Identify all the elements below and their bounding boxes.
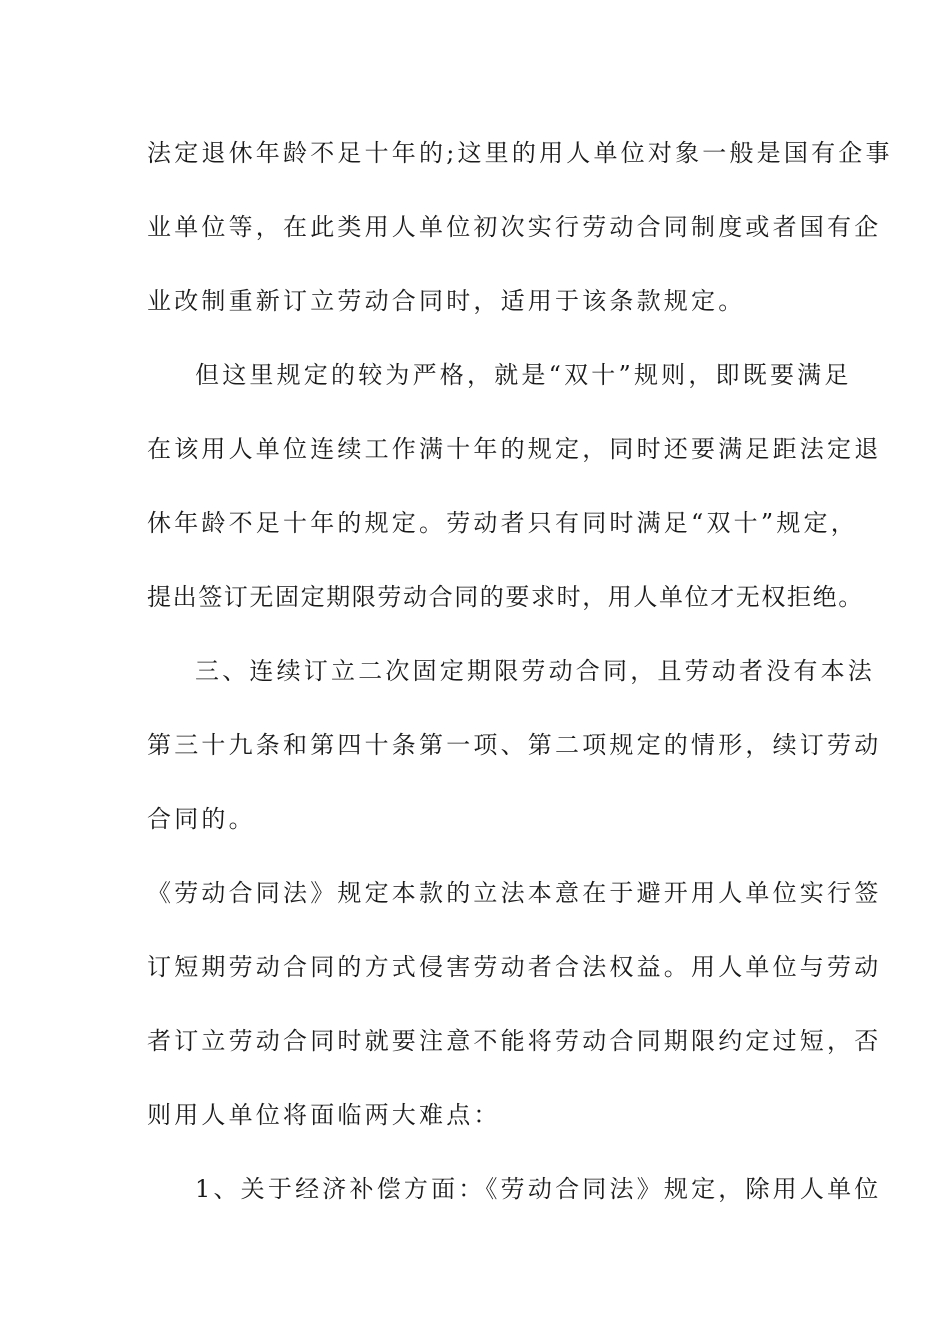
text-line: 则用人单位将面临两大难点： (147, 1101, 501, 1129)
text-line: 《劳动合同法》规定本款的立法本意在于避开用人单位实行签 (147, 879, 882, 907)
text-line: 但这里规定的较为严格，就是“双十”规则，即既要满足 (195, 361, 852, 389)
text-line: 第三十九条和第四十条第一项、第二项规定的情形，续订劳动 (147, 731, 882, 759)
text-line: 休年龄不足十年的规定。劳动者只有同时满足“双十”规定， (147, 509, 858, 537)
text-line: 在该用人单位连续工作满十年的规定，同时还要满足距法定退 (147, 435, 882, 463)
text-line: 业单位等，在此类用人单位初次实行劳动合同制度或者国有企 (147, 213, 882, 241)
text-line: 1、关于经济补偿方面：《劳动合同法》规定，除用人单位 (195, 1175, 882, 1203)
text-line: 者订立劳动合同时就要注意不能将劳动合同期限约定过短，否 (147, 1027, 882, 1055)
text-line: 订短期劳动合同的方式侵害劳动者合法权益。用人单位与劳动 (147, 953, 882, 981)
text-line: 提出签订无固定期限劳动合同的要求时，用人单位才无权拒绝。 (147, 583, 864, 611)
text-line: 业改制重新订立劳动合同时，适用于该条款规定。 (147, 287, 746, 315)
text-line: 合同的。 (147, 805, 256, 833)
text-line: 三、连续订立二次固定期限劳动合同，且劳动者没有本法 (195, 657, 875, 685)
text-line: 法定退休年龄不足十年的;这里的用人单位对象一般是国有企事 (147, 139, 893, 167)
